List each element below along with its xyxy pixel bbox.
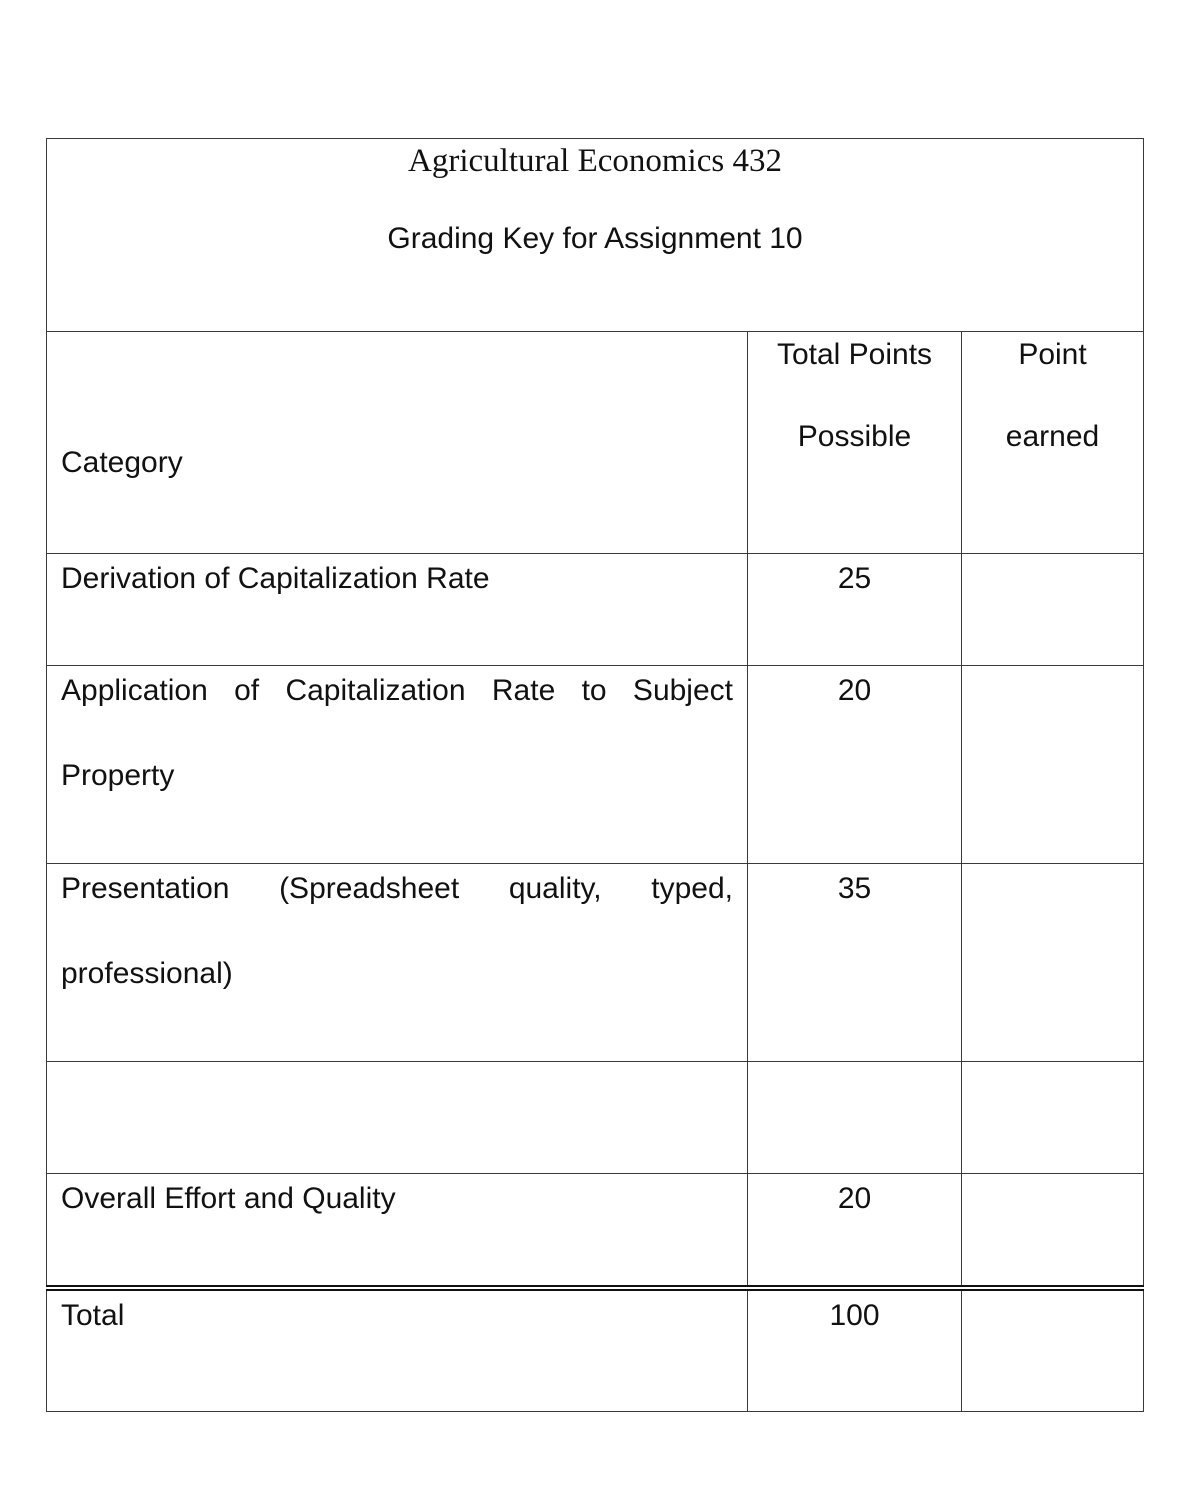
points-value: 25 — [837, 562, 872, 595]
points-cell — [748, 666, 962, 864]
points-value: 20 — [837, 1182, 872, 1215]
total-points-value: 100 — [829, 1299, 880, 1332]
earned-cell[interactable] — [962, 554, 1144, 666]
category-cell — [47, 864, 748, 1062]
points-value — [748, 1062, 961, 1072]
total-earned-cell[interactable] — [962, 1288, 1144, 1412]
points-value: 35 — [837, 872, 872, 905]
points-header-cell — [748, 332, 962, 554]
total-points-cell — [748, 1288, 962, 1412]
category-header: Category — [61, 446, 183, 479]
table-row — [47, 666, 1144, 864]
points-cell — [748, 1174, 962, 1289]
points-cell — [748, 1062, 962, 1174]
grading-key-title: Grading Key for Assignment 10 — [387, 222, 803, 255]
earned-header-line2: earned — [1005, 420, 1100, 453]
total-label: Total — [61, 1299, 125, 1332]
earned-cell[interactable] — [962, 666, 1144, 864]
points-cell — [748, 554, 962, 666]
title-cell — [47, 139, 1144, 332]
points-header-line1: Total Points — [776, 338, 933, 371]
category-header-cell — [47, 332, 748, 554]
earned-header-line1: Point — [1018, 338, 1087, 371]
category-label: Derivation of Capitalization Rate — [61, 562, 490, 595]
earned-cell[interactable] — [962, 864, 1144, 1062]
total-row — [47, 1288, 1144, 1412]
earned-cell[interactable] — [962, 1062, 1144, 1174]
points-header-line2: Possible — [797, 420, 912, 453]
category-cell — [47, 666, 748, 864]
category-label — [47, 1034, 747, 1044]
category-label: Presentation (Spreadsheet quality, typed, professional) — [61, 872, 733, 990]
course-title: Agricultural Economics 432 — [408, 143, 782, 179]
earned-cell[interactable] — [962, 1174, 1144, 1289]
table-row — [47, 864, 1144, 1062]
earned-header-cell — [962, 332, 1144, 554]
total-label-cell — [47, 1288, 748, 1412]
category-label: Overall Effort and Quality — [61, 1182, 396, 1215]
grading-key-table — [46, 138, 1144, 1412]
points-cell — [748, 864, 962, 1062]
category-label: Application of Capitalization Rate to Subject Property — [61, 674, 733, 792]
header-row — [47, 332, 1144, 554]
points-value: 20 — [837, 674, 872, 707]
title-row — [47, 139, 1144, 332]
